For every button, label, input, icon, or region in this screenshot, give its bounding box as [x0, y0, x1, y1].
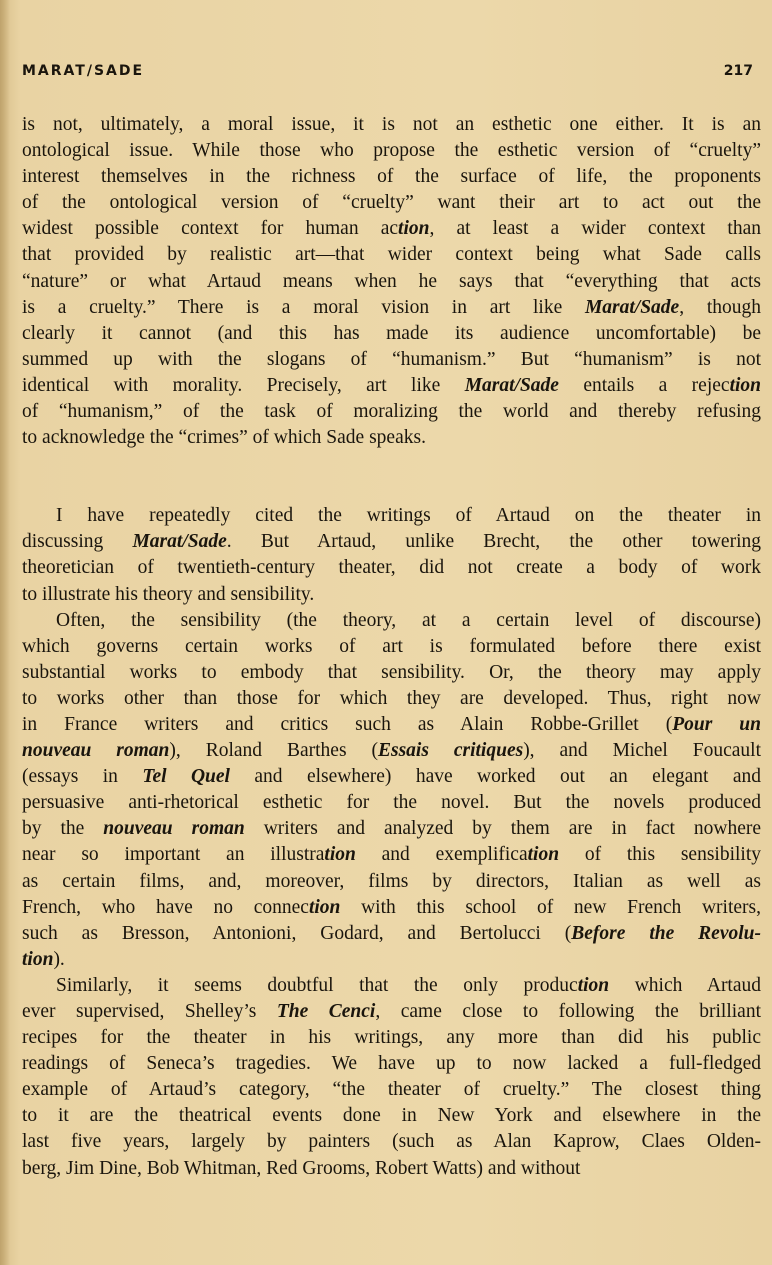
text-line: to works other than those for which they are developed. Thus, right now: [22, 687, 761, 709]
page-number: 217: [723, 63, 753, 79]
body-text: [22, 112, 761, 1182]
text-line: to illustrate his theory and sensibility.: [22, 583, 315, 605]
text-line: that provided by realistic art—that wider context being what Sade calls: [22, 244, 761, 266]
page-gutter-shadow: [0, 0, 10, 1265]
text-line: to it are the theatrical events done in New York and elsewhere in the: [22, 1105, 761, 1127]
text-line: is not, ultimately, a moral issue, it is not an esthetic one either. It is an: [22, 114, 761, 135]
text-line: summed up with the slogans of “humanism.” But “humanism” is not: [22, 348, 761, 370]
text-line: to acknowledge the “crimes” of which Sade speaks.: [22, 427, 426, 449]
text-line: persuasive anti-rhetorical esthetic for the novel. But the novels produced: [22, 792, 761, 814]
text-line: by the nouveau roman writers and analyzed by them are in fact nowhere: [22, 818, 761, 840]
text-line: example of Artaud’s category, “the theater of cruelty.” The closest thing: [22, 1079, 761, 1101]
text-line: which governs certain works of art is formulated before there exist: [22, 635, 761, 657]
text-line: discussing Marat/Sade. But Artaud, unlike Brecht, the other towering: [22, 531, 761, 553]
text-line: interest themselves in the richness of the surface of life, the proponents: [22, 166, 761, 188]
section-break: [22, 451, 761, 503]
paragraph: [22, 608, 761, 973]
paragraph: [22, 112, 761, 451]
text-line: tion).: [22, 948, 65, 970]
text-line: I have repeatedly cited the writings of Artaud on the theater in: [56, 505, 761, 527]
text-line: readings of Seneca’s tragedies. We have up to now lacked a full-fledged: [22, 1053, 761, 1075]
text-line: “nature” or what Artaud means when he says that “everything that acts: [22, 270, 761, 292]
text-line: is a cruelty.” There is a moral vision in art like Marat/Sade, though: [22, 296, 761, 318]
text-line: of “humanism,” of the task of moralizing the world and thereby refusing: [22, 401, 761, 423]
text-line: theoretician of twentieth-century theater, did not create a body of work: [22, 557, 761, 579]
text-line: Often, the sensibility (the theory, at a certain level of discourse): [56, 609, 761, 631]
text-line: as certain films, and, moreover, films by directors, Italian as well as: [22, 870, 761, 892]
page-header: [22, 63, 753, 87]
text-line: of the ontological version of “cruelty” want their art to act out the: [22, 192, 761, 214]
text-line: in France writers and critics such as Alain Robbe-Grillet (Pour un: [22, 713, 761, 735]
running-head: MARAT/SADE: [22, 63, 145, 79]
text-line: near so important an illustration and exemplification of this sensibility: [22, 844, 762, 866]
text-line: identical with morality. Precisely, art like Marat/Sade entails a rejection: [22, 374, 761, 396]
text-line: ever supervised, Shelley’s The Cenci, came close to following the brilliant: [22, 1001, 761, 1022]
text-line: clearly it cannot (and this has made its audience uncomfortable) be: [22, 322, 761, 344]
text-line: widest possible context for human action, at least a wider context than: [22, 218, 761, 240]
text-line: such as Bresson, Antonioni, Godard, and Bertolucci (Before the Revolu-: [22, 922, 761, 944]
text-line: last five years, largely by painters (such as Alan Kaprow, Claes Olden-: [22, 1131, 761, 1153]
text-line: ontological issue. While those who propose the esthetic version of “cruelty”: [22, 140, 761, 162]
text-line: berg, Jim Dine, Bob Whitman, Red Grooms, Robert Watts) and without: [22, 1157, 581, 1179]
text-line: French, who have no connection with this school of new French writers,: [22, 896, 761, 918]
text-line: recipes for the theater in his writings, any more than did his public: [22, 1027, 761, 1049]
text-line: nouveau roman), Roland Barthes (Essais critiques), and Michel Foucault: [22, 740, 761, 762]
paragraph: [22, 973, 761, 1182]
text-line: (essays in Tel Quel and elsewhere) have worked out an elegant and: [22, 766, 762, 788]
paragraph: [22, 503, 761, 607]
text-line: Similarly, it seems doubtful that the only production which Artaud: [56, 974, 762, 996]
text-line: substantial works to embody that sensibility. Or, the theory may apply: [22, 661, 761, 683]
